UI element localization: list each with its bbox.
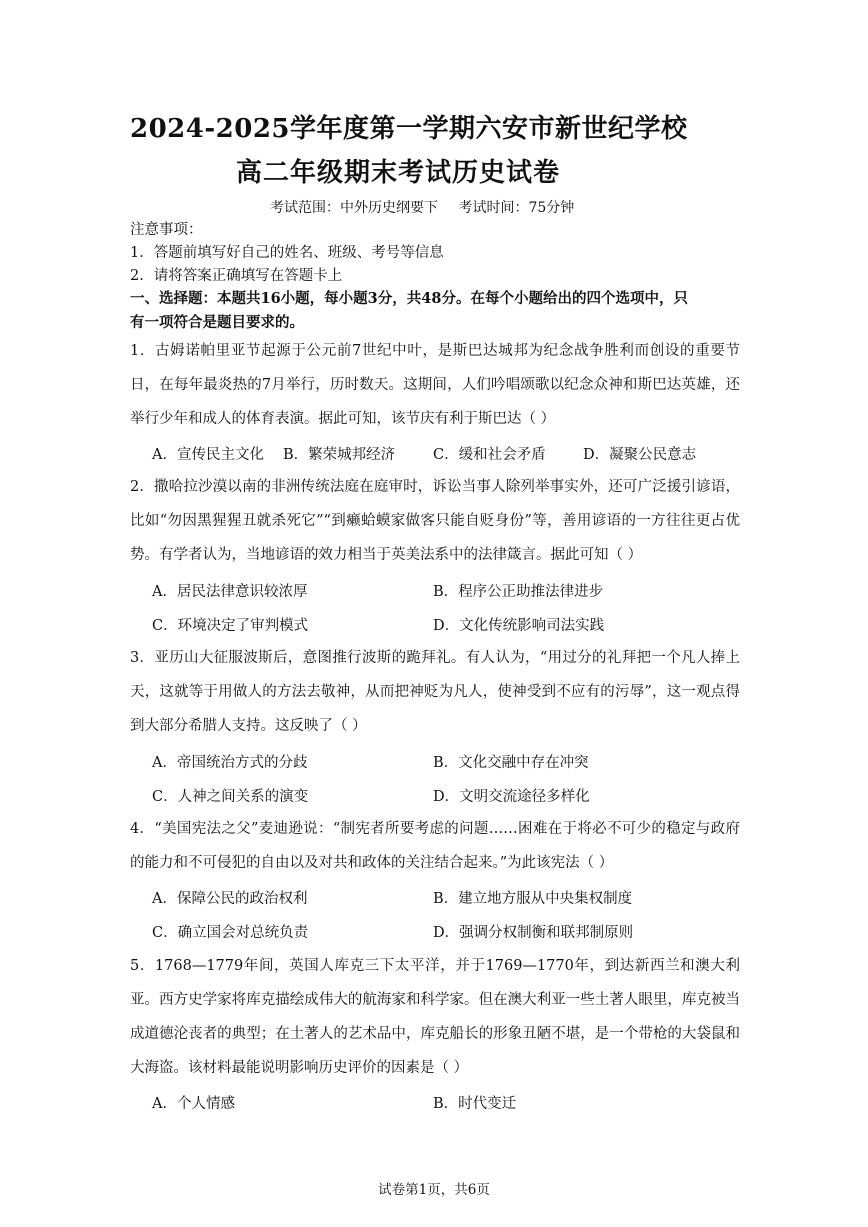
section-heading-line2: 有一项符合是题目要求的。 <box>130 314 304 331</box>
question-4-option-b: B．建立地方服从中央集权制度 <box>433 891 633 907</box>
question-4-stem: 4．“美国宪法之父”麦迪逊说：“制宪者所要考虑的问题……困难在于将必不可少的稳定与政府的能力和不可侵犯的自由以及对共和政体的关注结合起来。”为此该宪法（ ） <box>130 821 740 871</box>
question-5-option-b: B．时代变迁 <box>433 1096 517 1112</box>
exam-title-line2: 高二年级期末考试历史试卷 <box>236 158 561 188</box>
question-5-stem: 5．1768—1779年间，英国人库克三下太平洋，并于1769—1770年，到达新西兰和澳大利亚。西方史学家将库克描绘成伟大的航海家和科学家。但在澳大利亚一些土著人眼里，库克被当成道德沦丧者的典型；在土著人的艺术品中，库克船长的形象丑陋不堪，是一个带枪的大袋鼠和大海盗。该材料最能说明影响历史评价的因素是（ ） <box>130 958 740 1076</box>
question-4-option-c: C．确立国会对总统负责 <box>152 925 309 941</box>
exam-title-line1: 2024-2025学年度第一学期六安市新世纪学校 <box>130 114 688 144</box>
question-2-stem: 2．撒哈拉沙漠以南的非洲传统法庭在庭审时，诉讼当事人除列举事实外，还可广泛援引谚语，比如“勿因黑猩猩丑就杀死它”“到癞蛤蟆家做客只能自贬身份”等，善用谚语的一方往往更占优势。有学者认为，当地谚语的效力相当于英美法系中的法律箴言。据此可知（ ） <box>130 479 740 563</box>
question-4-option-d: D．强调分权制衡和联邦制原则 <box>433 925 634 941</box>
question-3-option-c: C．人神之间关系的演变 <box>152 789 309 805</box>
section-heading-line1: 一、选择题：本题共16小题，每小题3分，共48分。在每个小题给出的四个选项中，只 <box>130 290 688 307</box>
question-2-option-c: C．环境决定了审判模式 <box>152 618 309 634</box>
question-3-option-b: B．文化交融中存在冲突 <box>433 755 589 771</box>
question-1-option-c: C．缓和社会矛盾 <box>433 447 546 463</box>
question-2-option-a: A．居民法律意识较浓厚 <box>152 584 308 600</box>
exam-scope: 考试范围：中外历史纲要下 <box>270 200 438 216</box>
question-1-option-a: A．宣传民主文化 <box>152 447 264 463</box>
exam-time: 考试时间：75分钟 <box>458 200 575 216</box>
question-4-option-a: A．保障公民的政治权利 <box>152 891 308 907</box>
question-3-option-a: A．帝国统治方式的分歧 <box>152 755 308 771</box>
notice-item-2: 2．请将答案正确填写在答题卡上 <box>130 268 343 284</box>
question-3-option-d: D．文明交流途径多样化 <box>433 789 590 805</box>
question-2-option-b: B．程序公正助推法律进步 <box>433 584 604 600</box>
notice-item-1: 1．答题前填写好自己的姓名、班级、考号等信息 <box>130 245 444 261</box>
exam-meta <box>270 197 590 217</box>
question-1-option-b: B．繁荣城邦经济 <box>283 447 396 463</box>
question-1-stem: 1．古姆诺帕里亚节起源于公元前7世纪中叶，是斯巴达城邦为纪念战争胜利而创设的重要节日，在每年最炎热的7月举行，历时数天。这期间，人们吟唱颂歌以纪念众神和斯巴达英雄，还举行少年和成人的体育表演。据此可知，该节庆有利于斯巴达（ ） <box>130 343 740 427</box>
page-footer: 试卷第1页，共6页 <box>378 1182 490 1198</box>
question-3-stem: 3．亚历山大征服波斯后，意图推行波斯的跪拜礼。有人认为，“用过分的礼拜把一个凡人捧上天，这就等于用做人的方法去敬神，从而把神贬为凡人，使神受到不应有的污辱”，这一观点得到大部分希腊人支持。这反映了（ ） <box>130 650 740 734</box>
question-2-option-d: D．文化传统影响司法实践 <box>433 618 605 634</box>
notice-heading: 注意事项： <box>130 222 203 238</box>
question-1-option-d: D．凝聚公民意志 <box>583 447 697 463</box>
question-5-option-a: A．个人情感 <box>152 1096 235 1112</box>
